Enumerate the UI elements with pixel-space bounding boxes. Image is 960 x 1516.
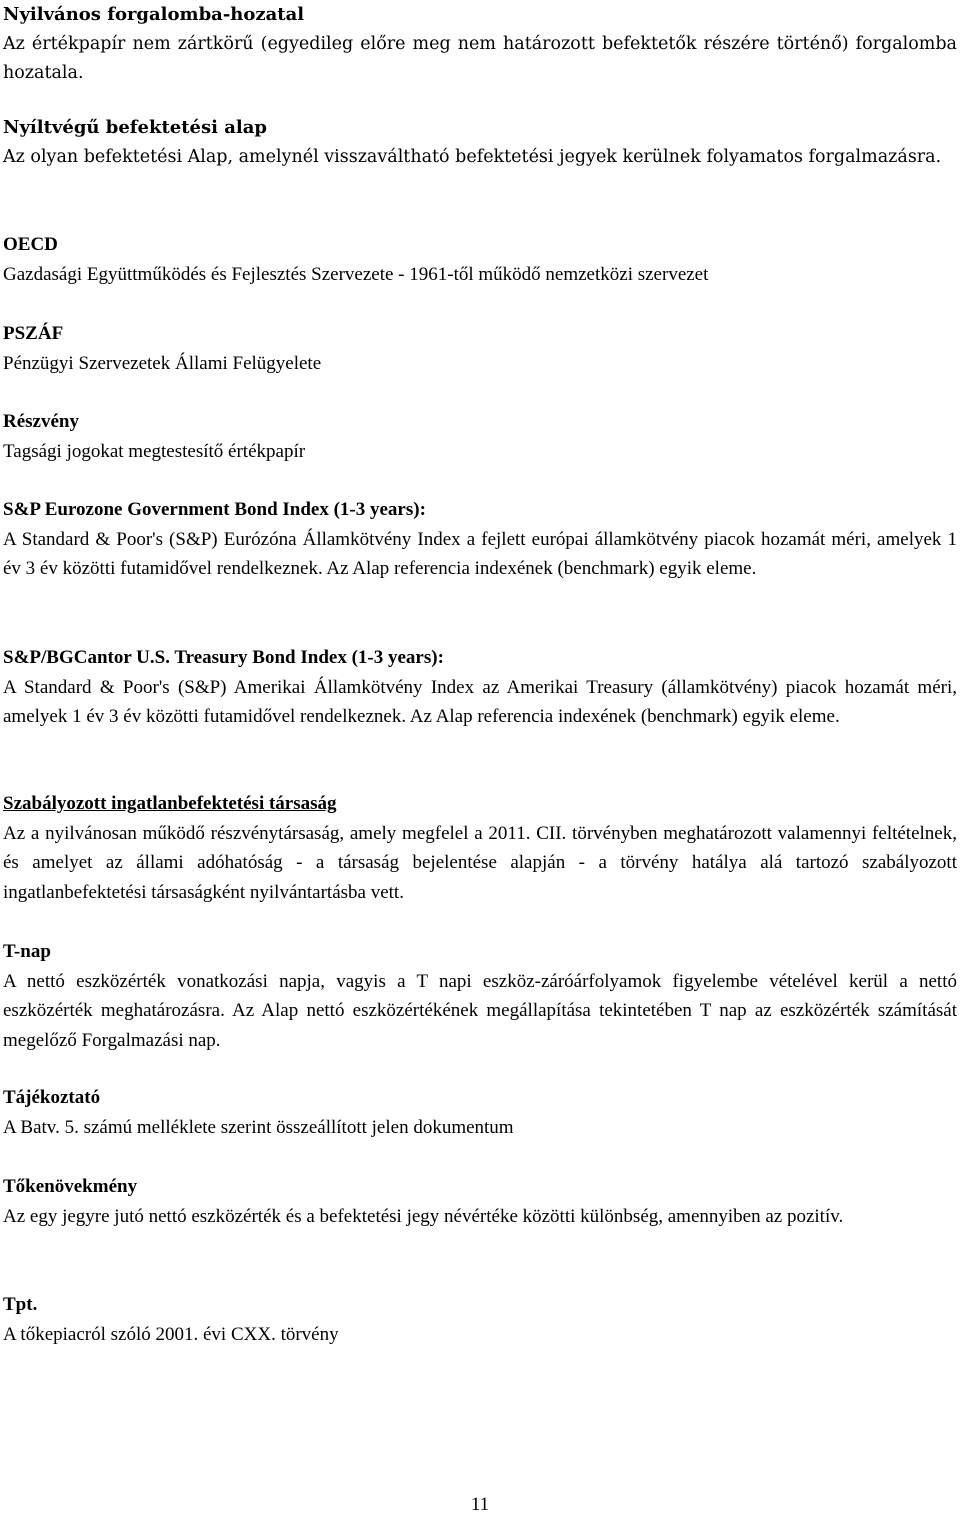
glossary-definition: Az olyan befektetési Alap, amelynél visszaváltható befektetési jegyek kerülnek folyamatos forgalmazásra. xyxy=(3,146,942,167)
glossary-entry-oecd xyxy=(3,230,957,289)
glossary-definition: Az egy jegyre jutó nettó eszközérték és a befektetési jegy névértéke közötti különbség, amennyiben az pozitív. xyxy=(3,1205,844,1227)
glossary-entry-tpt xyxy=(3,1290,957,1349)
glossary-definition: Az a nyilvánosan működő részvénytársaság, amely megfelel a 2011. CII. törvényben meghatározott valamennyi feltételnek, és amelyet az állami adóhatóság - a társaság bejelentése alapján - a törvény hatálya alá tartozó szabályozott ingatlanbefektetési társaságként nyilvántartásba vett. xyxy=(3,822,957,903)
glossary-entry-nyilvanos-forgalomba-hozatal xyxy=(3,0,957,89)
glossary-term: Nyilvános forgalomba-hozatal xyxy=(3,4,305,25)
glossary-definition: A tőkepiacról szóló 2001. évi CXX. törvény xyxy=(3,1323,339,1345)
glossary-definition: A nettó eszközérték vonatkozási napja, vagyis a T napi eszköz-záróárfolyamok figyelembe vételével kerül a nettó eszközérték meghatározásra. Az Alap nettó eszközértékének megállapítása tekintetében T nap az eszközérték számítását megelőző Forgalmazási nap. xyxy=(3,970,957,1051)
glossary-definition: A Batv. 5. számú melléklete szerint összeállított jelen dokumentum xyxy=(3,1116,514,1138)
glossary-entry-tokenovekmeny xyxy=(3,1172,957,1231)
glossary-definition: A Standard & Poor's (S&P) Amerikai Államkötvény Index az Amerikai Treasury (államkötvény) piacok hozamát méri, amelyek 1 év 3 év közötti futamidővel rendelkeznek. Az Alap referencia indexének (benchmark) egyik eleme. xyxy=(3,676,957,727)
glossary-term: Tőkenövekmény xyxy=(3,1176,138,1197)
glossary-definition: Pénzügyi Szervezetek Állami Felügyelete xyxy=(3,352,322,374)
glossary-entry-tajekoztato xyxy=(3,1083,957,1142)
page-number: 11 xyxy=(470,1494,490,1515)
glossary-entry-sp-eurozone-index xyxy=(3,495,957,584)
glossary-entry-reszveny xyxy=(3,407,957,466)
glossary-term: S&P Eurozone Government Bond Index (1-3 years): xyxy=(3,499,426,520)
glossary-definition: Gazdasági Együttműködés és Fejlesztés Szervezete - 1961-től működő nemzetközi szervezet xyxy=(3,263,709,285)
glossary-entry-szabalyozott-ingatlanbefektetesi-tarsasag xyxy=(3,789,957,907)
glossary-definition: Tagsági jogokat megtestesítő értékpapír xyxy=(3,440,306,462)
glossary-term: Nyíltvégű befektetési alap xyxy=(3,117,267,138)
glossary-definition: A Standard & Poor's (S&P) Eurózóna Államkötvény Index a fejlett európai államkötvény piacok hozamát méri, amelyek 1 év 3 év közötti futamidővel rendelkeznek. Az Alap referencia indexének (benchmark) egyik eleme. xyxy=(3,528,957,579)
glossary-term: Tájékoztató xyxy=(3,1087,101,1108)
glossary-term: S&P/BGCantor U.S. Treasury Bond Index (1-3 years): xyxy=(3,647,444,668)
glossary-term: OECD xyxy=(3,234,58,255)
glossary-entry-sp-treasury-index xyxy=(3,643,957,732)
glossary-entry-t-nap xyxy=(3,937,957,1055)
glossary-term: Részvény xyxy=(3,411,79,432)
glossary-term: T-nap xyxy=(3,941,51,962)
glossary-term: Szabályozott ingatlanbefektetési társaság xyxy=(3,793,337,814)
glossary-entry-nyiltvegu-befektetesi-alap xyxy=(3,113,957,172)
glossary-definition: Az értékpapír nem zártkörű (egyedileg előre meg nem határozott befektetők részére történő) forgalomba hozatala. xyxy=(3,33,957,83)
glossary-term: Tpt. xyxy=(3,1294,38,1315)
glossary-entry-pszaf xyxy=(3,319,957,378)
glossary-term: PSZÁF xyxy=(3,323,64,344)
